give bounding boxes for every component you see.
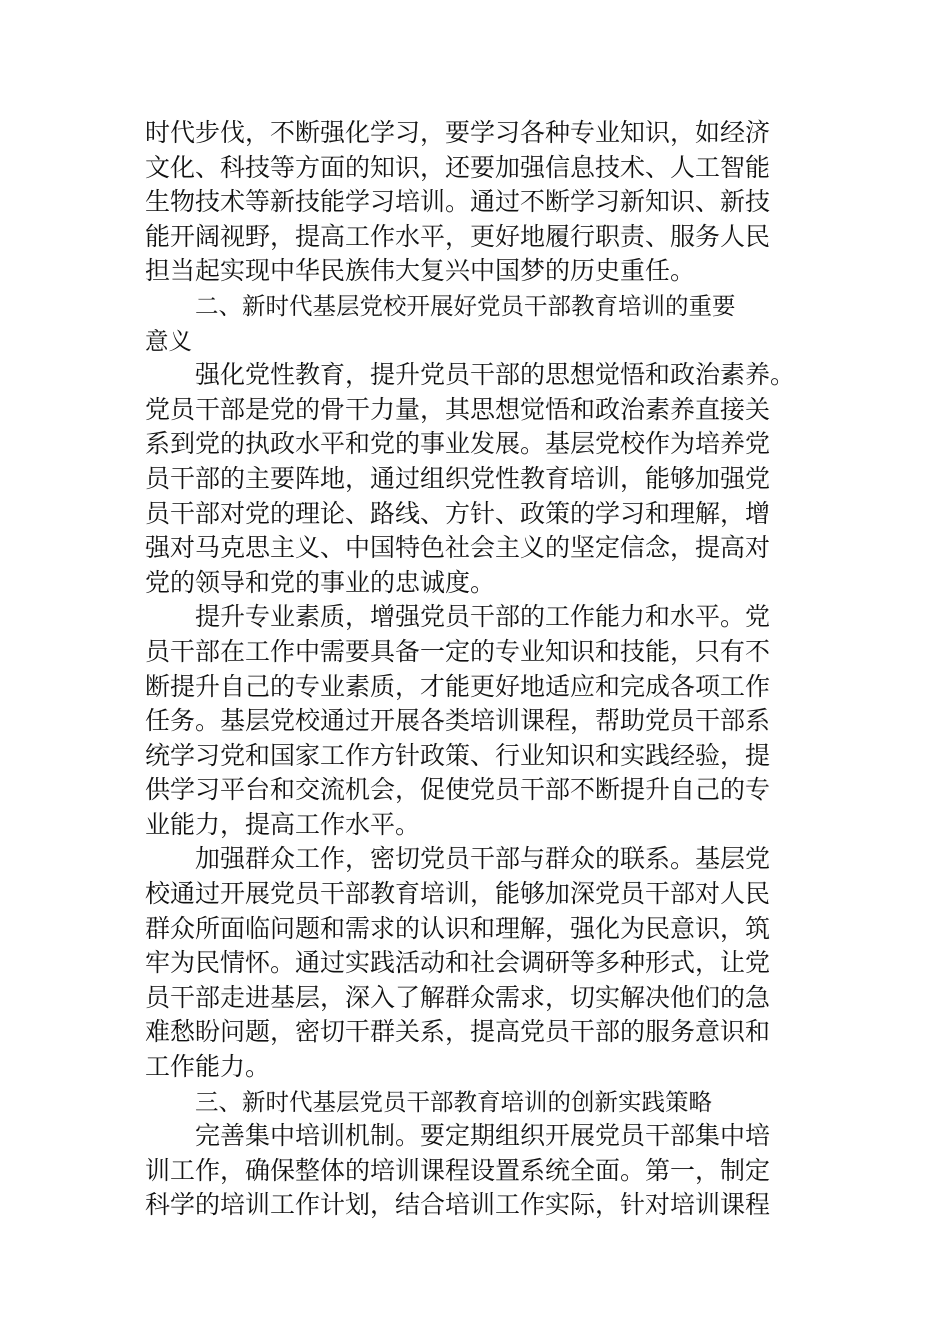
paragraph-line: 员干部在工作中需要具备一定的专业知识和技能，只有不 <box>145 636 771 666</box>
paragraph-line: 加强群众工作，密切党员干部与群众的联系。基层党 <box>195 844 771 874</box>
paragraph-line: 科学的培训工作计划，结合培训工作实际，针对培训课程 <box>145 1190 771 1220</box>
paragraph-line: 提升专业素质，增强党员干部的工作能力和水平。党 <box>195 602 771 632</box>
document-body <box>145 116 807 1223</box>
paragraph-line: 任务。基层党校通过开展各类培训课程，帮助党员干部系 <box>145 706 771 736</box>
paragraph-line: 担当起实现中华民族伟大复兴中国梦的历史重任。 <box>145 256 696 286</box>
paragraph-line: 群众所面临问题和需求的认识和理解，强化为民意识，筑 <box>145 913 771 943</box>
paragraph-line: 时代步伐，不断强化学习，要学习各种专业知识，如经济 <box>145 118 771 147</box>
section-heading-line: 二、新时代基层党校开展好党员干部教育培训的重要 <box>195 291 736 320</box>
paragraph-line: 校通过开展党员干部教育培训，能够加深党员干部对人民 <box>145 879 771 909</box>
paragraph-line: 能开阔视野，提高工作水平，更好地履行职责、服务人民 <box>145 221 771 251</box>
paragraph-line: 难愁盼问题，密切干群关系，提高党员干部的服务意识和 <box>145 1017 771 1047</box>
paragraph-line: 断提升自己的专业素质，才能更好地适应和完成各项工作 <box>145 671 771 701</box>
paragraph-line: 生物技术等新技能学习培训。通过不断学习新知识、新技 <box>145 187 771 217</box>
section-heading-line: 意义 <box>145 326 192 355</box>
paragraph-line: 供学习平台和交流机会，促使党员干部不断提升自己的专 <box>145 775 771 805</box>
paragraph-line: 完善集中培训机制。要定期组织开展党员干部集中培 <box>195 1121 771 1151</box>
paragraph-line: 员干部对党的理论、路线、方针、政策的学习和理解，增 <box>145 498 771 528</box>
paragraph-line: 员干部走进基层，深入了解群众需求，切实解决他们的急 <box>145 982 771 1012</box>
paragraph-line: 员干部的主要阵地，通过组织党性教育培训，能够加强党 <box>145 463 771 493</box>
paragraph-line: 强化党性教育，提升党员干部的思想觉悟和政治素养。 <box>195 360 796 390</box>
paragraph-line: 业能力，提高工作水平。 <box>145 809 421 839</box>
paragraph-line: 文化、科技等方面的知识，还要加强信息技术、人工智能 <box>145 152 771 182</box>
paragraph-line: 牢为民情怀。通过实践活动和社会调研等多种形式，让党 <box>145 948 771 978</box>
section-heading-line: 三、新时代基层党员干部教育培训的创新实践策略 <box>195 1087 712 1116</box>
paragraph-line: 党的领导和党的事业的忠诚度。 <box>145 567 496 597</box>
paragraph-line: 系到党的执政水平和党的事业发展。基层党校作为培养党 <box>145 429 771 459</box>
paragraph-line: 工作能力。 <box>145 1052 271 1082</box>
paragraph-line: 训工作，确保整体的培训课程设置系统全面。第一，制定 <box>145 1155 771 1185</box>
paragraph-line: 强对马克思主义、中国特色社会主义的坚定信念，提高对 <box>145 533 771 563</box>
paragraph-line: 党员干部是党的骨干力量，其思想觉悟和政治素养直接关 <box>145 394 771 424</box>
paragraph-line: 统学习党和国家工作方针政策、行业知识和实践经验，提 <box>145 740 771 770</box>
